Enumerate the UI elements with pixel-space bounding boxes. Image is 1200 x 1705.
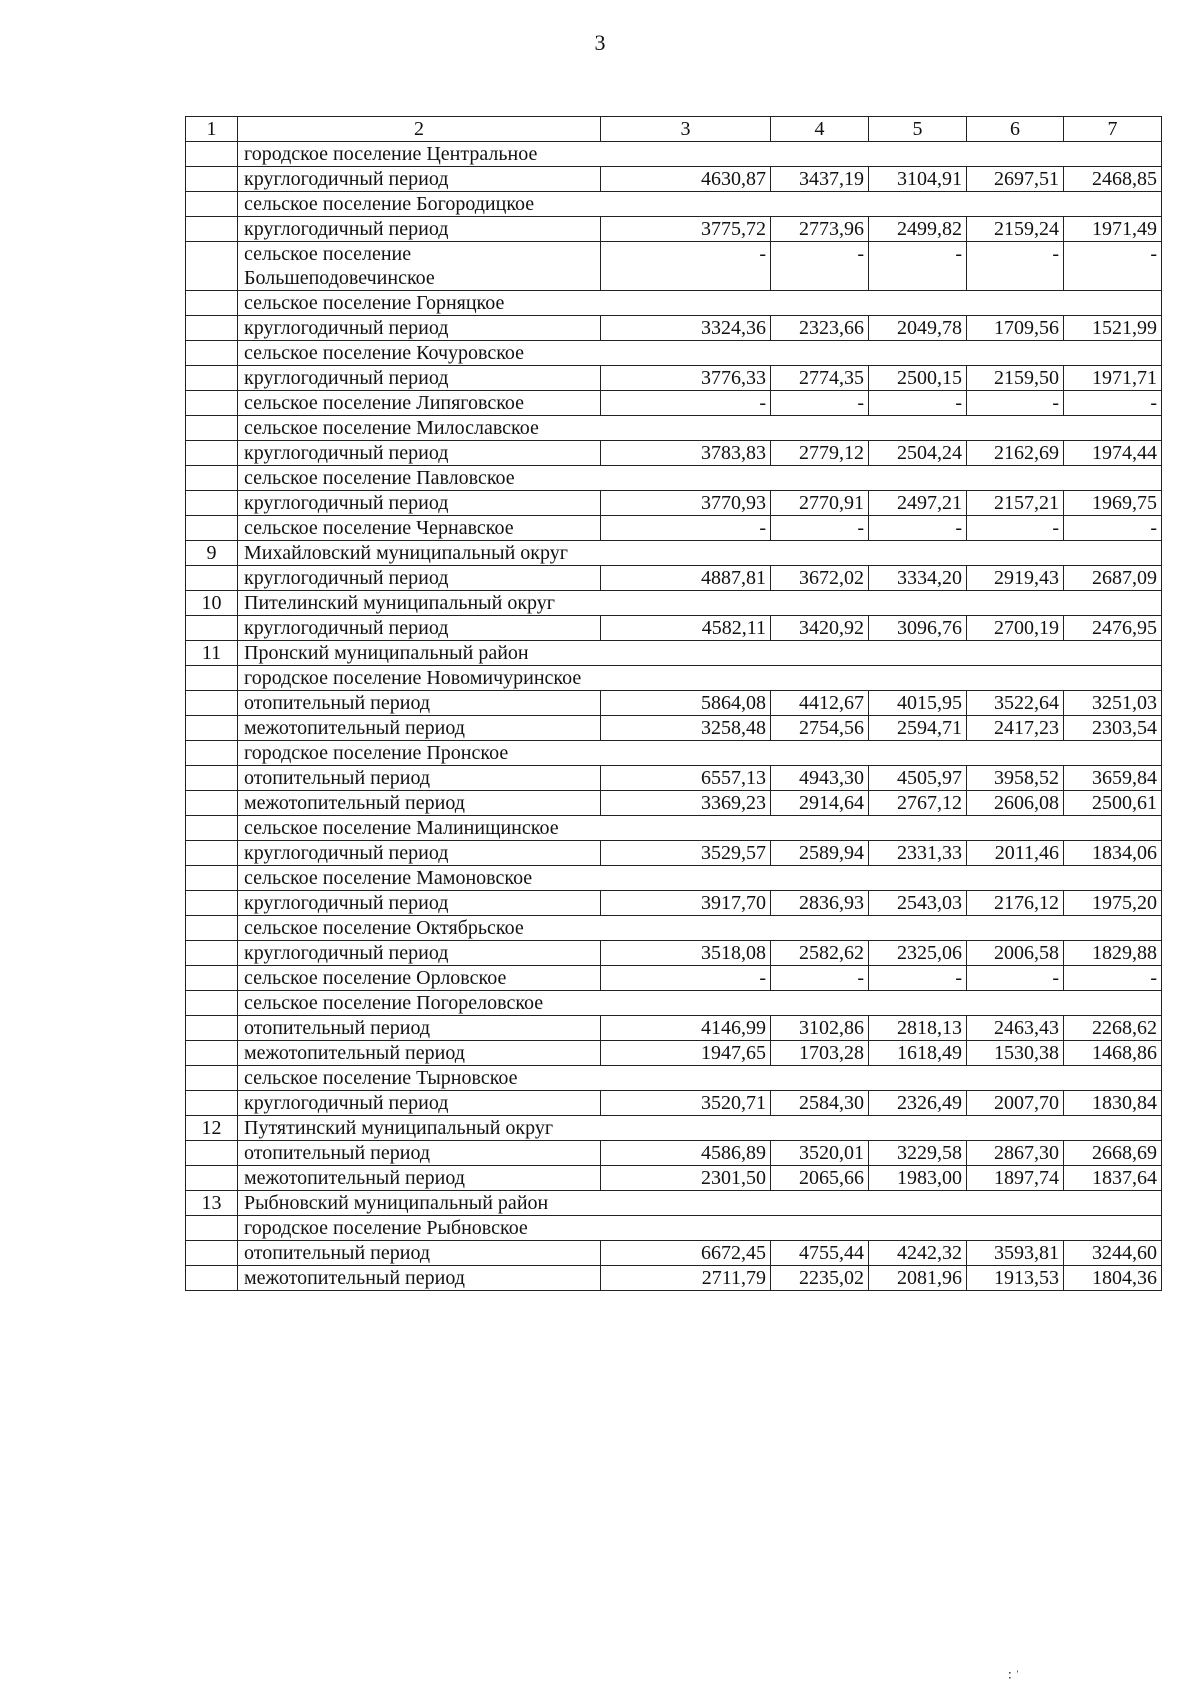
value-cell: 6672,45: [601, 1241, 771, 1266]
row-index-cell: [186, 816, 238, 841]
value-cell: 2774,35: [771, 366, 869, 391]
scan-mark: ∶ ˈ: [1008, 1669, 1020, 1684]
value-cell: 4242,32: [869, 1241, 967, 1266]
value-cell: 3520,01: [771, 1141, 869, 1166]
value-cell: 1618,49: [869, 1041, 967, 1066]
value-cell: 3334,20: [869, 566, 967, 591]
value-cell: -: [1064, 966, 1162, 991]
row-index-cell: [186, 366, 238, 391]
table-row: [186, 491, 1162, 516]
value-cell: -: [869, 966, 967, 991]
value-cell: 2065,66: [771, 1166, 869, 1191]
value-cell: 1983,00: [869, 1166, 967, 1191]
value-cell: 4412,67: [771, 691, 869, 716]
row-label-cell: межотопительный период: [238, 791, 601, 816]
table-row: [186, 1141, 1162, 1166]
value-cell: -: [1064, 242, 1162, 291]
value-cell: 1830,84: [1064, 1091, 1162, 1116]
row-label-cell: Пронский муниципальный район: [238, 641, 1162, 666]
value-cell: 2176,12: [967, 891, 1064, 916]
value-cell: 3229,58: [869, 1141, 967, 1166]
row-index-cell: [186, 616, 238, 641]
row-label-cell: межотопительный период: [238, 1041, 601, 1066]
value-cell: 1804,36: [1064, 1266, 1162, 1291]
row-index-cell: [186, 841, 238, 866]
header-cell: 5: [869, 117, 967, 142]
table-row: [186, 242, 1162, 291]
row-label-cell: сельское поселение Мамоновское: [238, 866, 1162, 891]
value-cell: 4582,11: [601, 616, 771, 641]
table-row: [186, 516, 1162, 541]
row-label-cell: сельское поселение Погореловское: [238, 991, 1162, 1016]
value-cell: 4630,87: [601, 167, 771, 192]
row-label-cell: круглогодичный период: [238, 941, 601, 966]
value-cell: 4015,95: [869, 691, 967, 716]
value-cell: -: [601, 391, 771, 416]
row-index-cell: [186, 991, 238, 1016]
row-index-cell: [186, 391, 238, 416]
value-cell: -: [967, 391, 1064, 416]
value-cell: -: [869, 516, 967, 541]
row-index-cell: [186, 1091, 238, 1116]
value-cell: -: [967, 516, 1064, 541]
value-cell: -: [771, 242, 869, 291]
table-row: [186, 1041, 1162, 1066]
row-label-cell: городское поселение Рыбновское: [238, 1216, 1162, 1241]
value-cell: 4943,30: [771, 766, 869, 791]
value-cell: 1975,20: [1064, 891, 1162, 916]
row-index-cell: [186, 516, 238, 541]
value-cell: -: [1064, 516, 1162, 541]
table-row: [186, 466, 1162, 491]
value-cell: 3437,19: [771, 167, 869, 192]
table-row: [186, 291, 1162, 316]
value-cell: 2235,02: [771, 1266, 869, 1291]
value-cell: 3672,02: [771, 566, 869, 591]
row-index-cell: [186, 1216, 238, 1241]
row-index-cell: [186, 316, 238, 341]
row-index-cell: 10: [186, 591, 238, 616]
row-label-cell: сельское поселение Чернавское: [238, 516, 601, 541]
row-label-cell: сельское поселение Павловское: [238, 466, 1162, 491]
table-row: [186, 916, 1162, 941]
table-row: [186, 1116, 1162, 1141]
table-row: [186, 341, 1162, 366]
value-cell: 2770,91: [771, 491, 869, 516]
row-index-cell: [186, 891, 238, 916]
value-cell: 3324,36: [601, 316, 771, 341]
value-cell: 2697,51: [967, 167, 1064, 192]
row-label-cell: круглогодичный период: [238, 566, 601, 591]
value-cell: -: [967, 242, 1064, 291]
value-cell: 1703,28: [771, 1041, 869, 1066]
value-cell: 1971,49: [1064, 217, 1162, 242]
row-index-cell: [186, 1016, 238, 1041]
table-row: [186, 416, 1162, 441]
table-row: [186, 941, 1162, 966]
header-cell: 4: [771, 117, 869, 142]
row-label-cell: круглогодичный период: [238, 491, 601, 516]
table-row: [186, 1216, 1162, 1241]
table-row: [186, 167, 1162, 192]
value-cell: 1468,86: [1064, 1041, 1162, 1066]
value-cell: 3369,23: [601, 791, 771, 816]
value-cell: 3102,86: [771, 1016, 869, 1041]
value-cell: 2323,66: [771, 316, 869, 341]
value-cell: 3520,71: [601, 1091, 771, 1116]
table-row: [186, 1266, 1162, 1291]
table-row: [186, 316, 1162, 341]
table-row: [186, 1191, 1162, 1216]
value-cell: 2584,30: [771, 1091, 869, 1116]
value-cell: 3522,64: [967, 691, 1064, 716]
row-label-cell: отопительный период: [238, 691, 601, 716]
row-label-cell: Михайловский муниципальный округ: [238, 541, 1162, 566]
value-cell: 2417,23: [967, 716, 1064, 741]
value-cell: 3917,70: [601, 891, 771, 916]
value-cell: 2914,64: [771, 791, 869, 816]
row-label-cell: Рыбновский муниципальный район: [238, 1191, 1162, 1216]
value-cell: 1947,65: [601, 1041, 771, 1066]
value-cell: 4755,44: [771, 1241, 869, 1266]
page-number: 3: [594, 30, 606, 55]
value-cell: 2504,24: [869, 441, 967, 466]
value-cell: 3593,81: [967, 1241, 1064, 1266]
value-cell: 2162,69: [967, 441, 1064, 466]
value-cell: 1969,75: [1064, 491, 1162, 516]
row-label-cell: Пителинский муниципальный округ: [238, 591, 1162, 616]
table-row: [186, 666, 1162, 691]
row-label-cell: городское поселение Пронское: [238, 741, 1162, 766]
value-cell: 2331,33: [869, 841, 967, 866]
table-row: [186, 566, 1162, 591]
value-cell: 3775,72: [601, 217, 771, 242]
value-cell: 2867,30: [967, 1141, 1064, 1166]
value-cell: 3659,84: [1064, 766, 1162, 791]
table-row: [186, 991, 1162, 1016]
row-label-cell: городское поселение Центральное: [238, 142, 1162, 167]
value-cell: 3776,33: [601, 366, 771, 391]
row-index-cell: 12: [186, 1116, 238, 1141]
value-cell: 2049,78: [869, 316, 967, 341]
value-cell: 4146,99: [601, 1016, 771, 1041]
row-label-cell: круглогодичный период: [238, 316, 601, 341]
table-row: [186, 966, 1162, 991]
tariff-table: [185, 116, 1162, 1291]
value-cell: 2159,24: [967, 217, 1064, 242]
value-cell: 2594,71: [869, 716, 967, 741]
value-cell: 3251,03: [1064, 691, 1162, 716]
value-cell: 6557,13: [601, 766, 771, 791]
row-label-cell: городское поселение Новомичуринское: [238, 666, 1162, 691]
row-index-cell: [186, 142, 238, 167]
table-row: [186, 1016, 1162, 1041]
row-index-cell: [186, 741, 238, 766]
value-cell: 1974,44: [1064, 441, 1162, 466]
row-index-cell: [186, 1166, 238, 1191]
table-row: [186, 616, 1162, 641]
header-cell: 6: [967, 117, 1064, 142]
table-row: [186, 691, 1162, 716]
row-label-cell: сельское поселение Кочуровское: [238, 341, 1162, 366]
row-index-cell: [186, 491, 238, 516]
value-cell: 3258,48: [601, 716, 771, 741]
value-cell: 2687,09: [1064, 566, 1162, 591]
value-cell: 2836,93: [771, 891, 869, 916]
value-cell: -: [869, 242, 967, 291]
row-label-cell: круглогодичный период: [238, 167, 601, 192]
value-cell: 1521,99: [1064, 316, 1162, 341]
value-cell: -: [601, 516, 771, 541]
value-cell: 2499,82: [869, 217, 967, 242]
row-index-cell: 11: [186, 641, 238, 666]
table-row: [186, 217, 1162, 242]
table-row: [186, 192, 1162, 217]
value-cell: 2818,13: [869, 1016, 967, 1041]
value-cell: 4505,97: [869, 766, 967, 791]
row-index-cell: [186, 766, 238, 791]
row-index-cell: [186, 666, 238, 691]
value-cell: 2011,46: [967, 841, 1064, 866]
row-label-cell: круглогодичный период: [238, 891, 601, 916]
value-cell: 2668,69: [1064, 1141, 1162, 1166]
table-row: [186, 142, 1162, 167]
value-cell: 2301,50: [601, 1166, 771, 1191]
row-label-cell: сельское поселение Липяговское: [238, 391, 601, 416]
row-index-cell: [186, 1141, 238, 1166]
row-label-cell: круглогодичный период: [238, 441, 601, 466]
value-cell: -: [771, 966, 869, 991]
value-cell: 1530,38: [967, 1041, 1064, 1066]
row-index-cell: [186, 341, 238, 366]
value-cell: 2476,95: [1064, 616, 1162, 641]
value-cell: 3529,57: [601, 841, 771, 866]
value-cell: 2582,62: [771, 941, 869, 966]
table-row: [186, 766, 1162, 791]
value-cell: 1709,56: [967, 316, 1064, 341]
value-cell: 1834,06: [1064, 841, 1162, 866]
value-cell: 2268,62: [1064, 1016, 1162, 1041]
row-label-cell: отопительный период: [238, 1016, 601, 1041]
value-cell: 2919,43: [967, 566, 1064, 591]
row-index-cell: [186, 916, 238, 941]
table-row: [186, 716, 1162, 741]
row-index-cell: [186, 941, 238, 966]
value-cell: 1829,88: [1064, 941, 1162, 966]
table-row: [186, 841, 1162, 866]
row-label-cell: сельское поселение Горняцкое: [238, 291, 1162, 316]
value-cell: -: [601, 966, 771, 991]
table-row: [186, 366, 1162, 391]
value-cell: 2081,96: [869, 1266, 967, 1291]
row-label-cell: Путятинский муниципальный округ: [238, 1116, 1162, 1141]
row-label-cell: отопительный период: [238, 766, 601, 791]
value-cell: -: [869, 391, 967, 416]
row-index-cell: [186, 466, 238, 491]
value-cell: 2303,54: [1064, 716, 1162, 741]
value-cell: 2754,56: [771, 716, 869, 741]
row-label-cell: сельское поселение Малинищинское: [238, 816, 1162, 841]
row-label-cell: сельское поселение Орловское: [238, 966, 601, 991]
header-cell: 7: [1064, 117, 1162, 142]
table-row: [186, 541, 1162, 566]
value-cell: 3244,60: [1064, 1241, 1162, 1266]
value-cell: 2779,12: [771, 441, 869, 466]
row-label-cell: межотопительный период: [238, 716, 601, 741]
row-index-cell: [186, 242, 238, 291]
row-label-cell: круглогодичный период: [238, 366, 601, 391]
table-row: [186, 816, 1162, 841]
value-cell: 2606,08: [967, 791, 1064, 816]
value-cell: 2463,43: [967, 1016, 1064, 1041]
row-index-cell: [186, 192, 238, 217]
value-cell: 2500,15: [869, 366, 967, 391]
header-cell: 1: [186, 117, 238, 142]
row-label-cell: сельское поселение Октябрьское: [238, 916, 1162, 941]
table-row: [186, 791, 1162, 816]
row-index-cell: [186, 966, 238, 991]
value-cell: 1897,74: [967, 1166, 1064, 1191]
value-cell: 2711,79: [601, 1266, 771, 1291]
value-cell: 2468,85: [1064, 167, 1162, 192]
value-cell: -: [771, 391, 869, 416]
value-cell: -: [967, 966, 1064, 991]
row-label-cell: круглогодичный период: [238, 217, 601, 242]
row-index-cell: [186, 1041, 238, 1066]
header-cell: 3: [601, 117, 771, 142]
row-index-cell: [186, 1066, 238, 1091]
row-index-cell: [186, 167, 238, 192]
value-cell: 1913,53: [967, 1266, 1064, 1291]
value-cell: 1837,64: [1064, 1166, 1162, 1191]
value-cell: 2325,06: [869, 941, 967, 966]
value-cell: 2700,19: [967, 616, 1064, 641]
value-cell: -: [1064, 391, 1162, 416]
value-cell: 4586,89: [601, 1141, 771, 1166]
value-cell: -: [771, 516, 869, 541]
row-label-cell: сельское поселение Большеподовечинское: [238, 242, 601, 291]
value-cell: 3783,83: [601, 441, 771, 466]
row-label-cell: отопительный период: [238, 1141, 601, 1166]
table-header-row: [186, 117, 1162, 142]
header-cell: 2: [238, 117, 601, 142]
table-row: [186, 866, 1162, 891]
value-cell: 3770,93: [601, 491, 771, 516]
row-index-cell: [186, 866, 238, 891]
row-label-cell: межотопительный период: [238, 1266, 601, 1291]
value-cell: 3518,08: [601, 941, 771, 966]
table-row: [186, 891, 1162, 916]
value-cell: 2500,61: [1064, 791, 1162, 816]
value-cell: 3096,76: [869, 616, 967, 641]
table-row: [186, 441, 1162, 466]
table-row: [186, 391, 1162, 416]
value-cell: 2497,21: [869, 491, 967, 516]
value-cell: 1971,71: [1064, 366, 1162, 391]
value-cell: 5864,08: [601, 691, 771, 716]
table-row: [186, 741, 1162, 766]
row-index-cell: [186, 1241, 238, 1266]
value-cell: 2159,50: [967, 366, 1064, 391]
row-index-cell: [186, 217, 238, 242]
value-cell: 2543,03: [869, 891, 967, 916]
value-cell: -: [601, 242, 771, 291]
row-index-cell: [186, 416, 238, 441]
value-cell: 3420,92: [771, 616, 869, 641]
row-label-cell: сельское поселение Тырновское: [238, 1066, 1162, 1091]
row-label-cell: межотопительный период: [238, 1166, 601, 1191]
row-index-cell: 9: [186, 541, 238, 566]
table-row: [186, 591, 1162, 616]
value-cell: 2767,12: [869, 791, 967, 816]
table-row: [186, 641, 1162, 666]
table-row: [186, 1066, 1162, 1091]
value-cell: 2157,21: [967, 491, 1064, 516]
row-index-cell: 13: [186, 1191, 238, 1216]
row-label-cell: круглогодичный период: [238, 616, 601, 641]
row-index-cell: [186, 691, 238, 716]
row-label-cell: сельское поселение Милославское: [238, 416, 1162, 441]
value-cell: 2006,58: [967, 941, 1064, 966]
value-cell: 4887,81: [601, 566, 771, 591]
row-label-cell: сельское поселение Богородицкое: [238, 192, 1162, 217]
row-index-cell: [186, 716, 238, 741]
row-index-cell: [186, 566, 238, 591]
table-row: [186, 1166, 1162, 1191]
table-row: [186, 1091, 1162, 1116]
value-cell: 2589,94: [771, 841, 869, 866]
row-index-cell: [186, 1266, 238, 1291]
row-label-cell: круглогодичный период: [238, 841, 601, 866]
value-cell: 3958,52: [967, 766, 1064, 791]
value-cell: 2007,70: [967, 1091, 1064, 1116]
row-label-cell: отопительный период: [238, 1241, 601, 1266]
row-index-cell: [186, 791, 238, 816]
row-index-cell: [186, 441, 238, 466]
value-cell: 2773,96: [771, 217, 869, 242]
value-cell: 3104,91: [869, 167, 967, 192]
row-label-cell: круглогодичный период: [238, 1091, 601, 1116]
row-index-cell: [186, 291, 238, 316]
value-cell: 2326,49: [869, 1091, 967, 1116]
table-row: [186, 1241, 1162, 1266]
